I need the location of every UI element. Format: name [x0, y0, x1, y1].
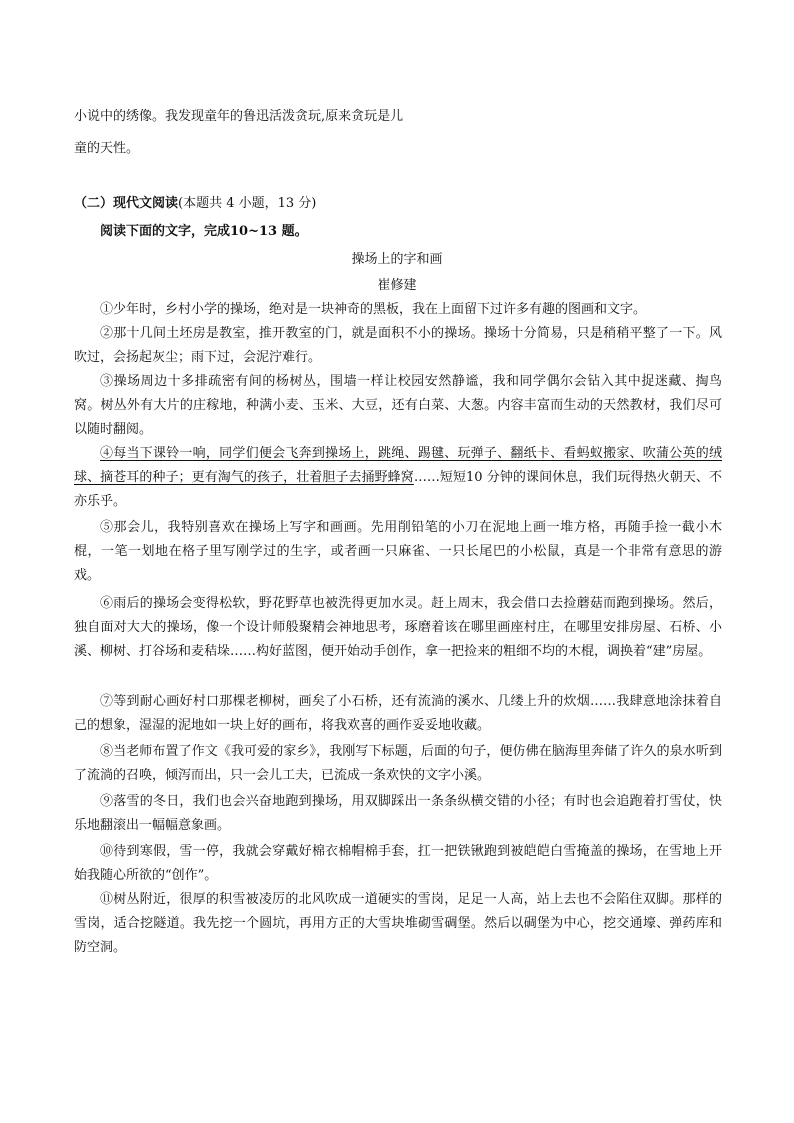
paragraph-5: ⑤那会儿，我特别喜欢在操场上写字和画画。先用削铅笔的小刀在泥地上画一堆方格，再随手捡一截小木棍，一笔一划地在格子里写刚学过的生字，或者画一只麻雀、一只长尾巴的小松鼠，真是一个非常有意思的游戏。: [74, 520, 722, 583]
article-author: 崔修建: [377, 278, 417, 293]
continuation-line-1: 小说中的绣像。我发现童年的鲁迅活泼贪玩,原来贪玩是儿: [74, 109, 404, 124]
paragraph-10: ⑩待到寒假，雪一停，我就会穿戴好棉衣棉帽棉手套，扛一把铁锹跑到被皑皑白雪掩盖的操场，在雪地上开始我随心所欲的“创作”。: [74, 844, 722, 883]
paragraph-4-underlined: ④每当下课铃一响，同学们便会飞奔到操场上，跳绳、踢毽、玩弹子、翻纸卡、看蚂蚁搬家、吹蒲公英的绒球、摘苍耳的种子；更有淘气的孩子，壮着胆子去捅野蜂窝: [74, 446, 722, 485]
section-heading-note: (本题共 4 小题，13 分): [178, 196, 317, 211]
paragraph-4: [74, 442, 722, 514]
paragraph-11: ⑪树丛附近，很厚的积雪被凌厉的北风吹成一道硬实的雪岗，足足一人高，站上去也不会陷住双脚。那样的雪岗，适合挖隧道。我先挖一个圆坑，再用方正的大雪块堆砌雪碉堡。然后以碉堡为中心，挖交通壕、弹药库和防空洞。: [74, 892, 722, 955]
paragraph-9: ⑨落雪的冬日，我们也会兴奋地跑到操场，用双脚踩出一条条纵横交错的小径；有时也会追跑着打雪仗，快乐地翻滚出一幅幅意象画。: [74, 794, 722, 833]
paragraph-3: ③操场周边十多排疏密有间的杨树丛，围墙一样让校园安然静谧，我和同学偶尔会钻入其中捉迷藏、掏鸟窝。树丛外有大片的庄稼地，种满小麦、玉米、大豆，还有白菜、大葱。内容丰富而生动的天然教材，我们尽可以随时翻阅。: [74, 374, 722, 437]
section-heading-label: （二）现代文阅读: [74, 196, 179, 211]
continuation-line-2: 童的天性。: [74, 141, 140, 156]
section-heading: [74, 192, 316, 211]
paragraph-2: ②那十几间土坯房是教室，推开教室的门，就是面积不小的操场。操场十分简易，只是稍稍平整了一下。风吹过，会扬起灰尘；雨下过，会泥泞难行。: [74, 326, 722, 365]
reading-instruction: 阅读下面的文字，完成10~13 题。: [100, 224, 308, 239]
paragraph-6: ⑥雨后的操场会变得松软，野花野草也被洗得更加水灵。赶上周末，我会借口去捡蘑菇而跑到操场。然后，独自面对大大的操场，像一个设计师般聚精会神地思考，琢磨着该在哪里画座村庄，在哪里安排房屋、石桥、小溪、柳树、打谷场和麦秸垛……构好蓝图，便开始动手创作，拿一把捡来的粗细不均的木棍，调换着“建”房屋。: [74, 596, 722, 659]
article-title: 操场上的字和画: [351, 252, 443, 267]
paragraph-8: ⑧当老师布置了作文《我可爱的家乡》，我刚写下标题，后面的句子，便仿佛在脑海里奔储了许久的泉水听到了流淌的召唤，倾泻而出，只一会儿工夫，已流成一条欢快的文字小溪。: [74, 744, 722, 783]
paragraph-7: ⑦等到耐心画好村口那棵老柳树，画矣了小石桥，还有流淌的溪水、几缕上升的炊烟……我肆意地涂抹着自己的想象，湿湿的泥地如一块上好的画布，将我欢喜的画作妥妥地收藏。: [74, 694, 722, 733]
paragraph-4-rest: ……短短10 分钟的课间休息，我们玩得热火朝天、不亦乐乎。: [74, 470, 722, 509]
paragraph-1: ①少年时，乡村小学的操场，绝对是一块神奇的黑板，我在上面留下过许多有趣的图画和文字。: [100, 302, 647, 317]
